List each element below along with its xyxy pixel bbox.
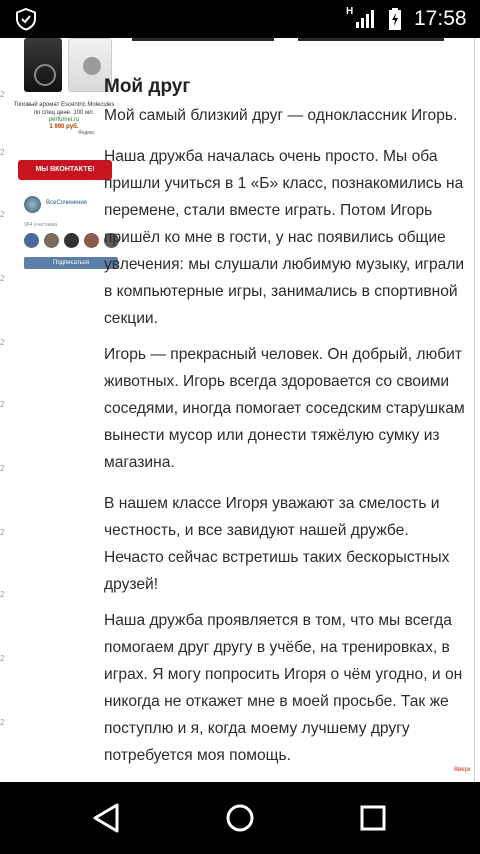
article-paragraph: Игорь — прекрасный человек. Он добрый, любит животных. Игорь всегда здоровается со своими соседями, иногда помогает соседским старушкам вынести мусор или донести тяжёлую сумку из магазина. [104,346,465,471]
vk-badge[interactable]: МЫ ВКОНТАКТЕ! [18,160,112,180]
avatar[interactable] [44,233,59,248]
ad-price: 1 990 руб. [49,124,79,130]
avatar[interactable] [24,233,39,248]
ad-network-logo[interactable]: Яндекс [78,130,95,136]
status-bar [0,0,480,38]
network-type: H [346,6,354,17]
ad-link[interactable]: perfumei.ru [48,117,80,123]
web-page[interactable] [0,38,480,782]
signal-icon [355,8,377,28]
vk-members-count: 964 участника [24,222,58,228]
battery-charging-icon [388,8,402,30]
content-border [474,38,475,782]
clock: 17:58 [414,7,467,30]
top-image-strip-2 [298,38,444,41]
back-icon[interactable] [87,798,127,838]
sidebar [8,38,114,278]
article-paragraph: Наша дружба началась очень просто. Мы оба пришли учиться в 1 «Б» класс, познакомились на перемене, стали вместе играть. Потом Игорь пришёл ко мне в гости, у нас появились общие увлечения: мы слушали любимую музыку, играли в компьютерные игры, занимались в спортивной секции. [104,148,465,327]
ad-text[interactable]: Топовый аромат Escentric Molecules по спец цене. 100 мл. [13,102,115,116]
shield-icon [14,7,38,31]
article-paragraph: В нашем классе Игоря уважают за смелость и честность, и все завидуют нашей дружбе. Нечасто сейчас встретишь таких бескорыстных друзей! [104,495,450,593]
vk-group-avatar[interactable] [24,196,41,213]
left-margin-marks: 2 2 2 2 2 2 2 2 2 2 2 [0,90,5,727]
avatar[interactable] [84,233,99,248]
home-icon[interactable] [220,798,260,838]
perfume-bottle-dark [24,38,62,92]
ad-image[interactable] [16,38,112,98]
article-paragraph: Наша дружба проявляется в том, что мы всегда помогаем друг другу в учёбе, на тренировках, в играх. Я могу попросить Игоря о чём угодно, и он никогда не откажет мне в моей просьбе. Так же поступлю и я, когда моему лучшему другу потребуется моя помощь. [104,612,463,764]
vk-subscribe-button[interactable]: Подписаться [24,257,118,269]
recents-icon[interactable] [353,798,393,838]
article-paragraph: Мой самый близкий друг — одноклассник Игорь. [104,107,458,124]
navigation-bar [0,782,480,854]
vk-group-name[interactable]: ВсеСочинения [46,200,87,206]
top-image-strip-1 [132,38,274,41]
article-title: Мой друг [104,76,191,97]
avatar[interactable] [64,233,79,248]
back-to-top-link[interactable]: Вверх [454,767,471,773]
